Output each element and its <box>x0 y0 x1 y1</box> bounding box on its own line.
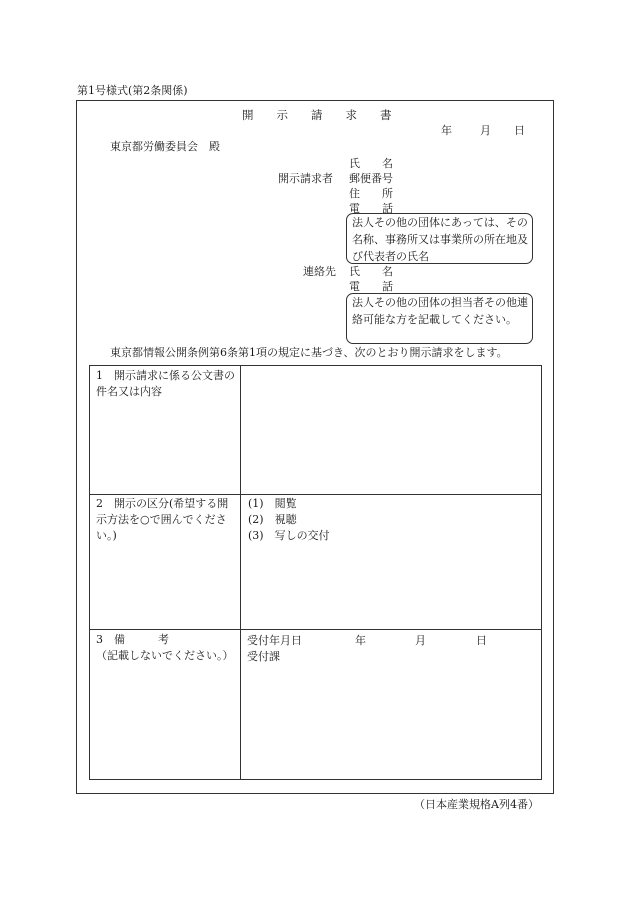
received-date-label: 受付年月日 <box>247 634 302 647</box>
requester-note: 法人その他の団体にあっては、その名称、事務所又は事業所の所在地及び代表者の氏名 <box>352 216 528 263</box>
contact-heading: 連絡先 <box>303 265 336 278</box>
request-table <box>89 365 542 780</box>
table-column-divider <box>240 366 241 779</box>
date-day: 日 <box>514 124 525 137</box>
option-view[interactable]: (1) 閲覧 <box>248 497 297 510</box>
requester-heading: 開示請求者 <box>278 172 333 185</box>
row1-label: 1 開示請求に係る公文書の件名又は内容 <box>96 369 235 398</box>
received-year: 年 <box>355 634 366 647</box>
row3-sublabel: （記載しないでください。） <box>96 649 234 662</box>
requester-address-label: 住 所 <box>349 187 393 200</box>
contact-name-label: 氏 名 <box>349 265 393 278</box>
paper-size-note: （日本産業規格A列4番） <box>414 798 539 811</box>
option-copy[interactable]: (3) 写しの交付 <box>248 529 330 542</box>
received-section-label: 受付課 <box>247 650 280 663</box>
option-listen[interactable]: (2) 視聴 <box>248 513 297 526</box>
disclosure-options <box>248 496 330 544</box>
row3-label: 3 備 考 <box>96 633 169 646</box>
requester-postal-label: 郵便番号 <box>349 172 393 185</box>
request-statement: 東京都情報公開条例第6条第1項の規定に基づき、次のとおり開示請求をします。 <box>110 346 508 359</box>
table-row-divider <box>90 629 541 630</box>
addressee: 東京都労働委員会 殿 <box>110 140 220 153</box>
requester-name-label: 氏 名 <box>349 157 393 170</box>
contact-note: 法人その他の団体の担当者その他連絡可能な方を記載してください。 <box>352 296 528 326</box>
received-day: 日 <box>476 634 487 647</box>
row2-label: 2 開示の区分(希望する開示方法を○で囲んでください。) <box>96 497 229 542</box>
received-month: 月 <box>415 634 426 647</box>
table-row-divider <box>90 494 541 495</box>
form-number-label: 第1号様式(第2条関係) <box>77 84 188 97</box>
requester-phone-label: 電 話 <box>349 202 393 215</box>
contact-phone-label: 電 話 <box>349 280 393 293</box>
form-title: 開 示 請 求 書 <box>242 108 392 122</box>
date-year: 年 <box>441 124 452 137</box>
date-month: 月 <box>480 124 491 137</box>
